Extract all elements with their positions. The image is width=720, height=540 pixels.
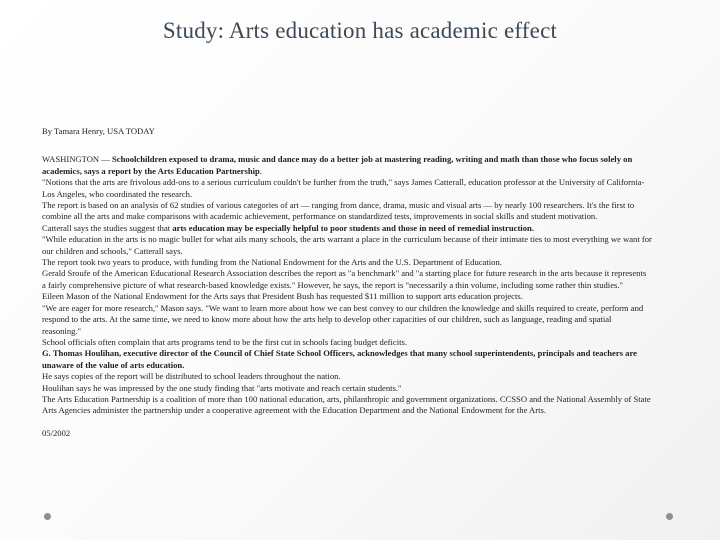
slide-title: Study: Arts education has academic effect xyxy=(162,18,558,43)
decorative-dot-right xyxy=(666,513,673,520)
lead-bold-text: Schoolchildren exposed to drama, music and dance may do a better job at mastering reading, writing and math than those who focus solely on academics, says a report by the Arts Education Partnership xyxy=(42,154,633,176)
paragraph-9: "We are eager for more research," Mason says. "We want to learn more about how we can best convey to our children the knowledge and skills required to create, perform and respond to the arts. At the same time, we need to know more about how the arts help to develop other capacities of our children, such as language, reading and spatial reasoning." xyxy=(42,302,644,336)
spacer xyxy=(42,417,652,428)
article-date: 05/2002 xyxy=(42,427,71,438)
paragraph-7: Gerald Sroufe of the American Educational Research Association describes the report as "a benchmark" and "a starting place for future research in the arts because it represents a fairly comprehensive picture of what research-based knowledge exists." However, he says, the report is "necessarily a thin volume, including some rather thin studies." xyxy=(42,268,647,290)
paragraph-3: The report is based on an analysis of 62 studies of various categories of art — ranging from dance, drama, music and visual arts — by nearly 100 researchers. It's the first to combine all the arts and make comparisons with academic achievement, performance on standardized tests, improvements in social skills and student motivation. xyxy=(42,200,635,222)
dateline: WASHINGTON — xyxy=(42,154,113,165)
paragraph-4-lead: Catterall says the studies suggest that xyxy=(42,222,173,233)
paragraph-11-bold: G. Thomas Houlihan, executive director of the Council of Chief State School Officers, acknowledges that many school superintendents, principals and teachers are unaware of the value of arts education. xyxy=(42,348,637,370)
paragraph-4-bold: arts education may be especially helpful to poor students and those in need of remedial instruction. xyxy=(172,222,534,233)
paragraph-14: The Arts Education Partnership is a coalition of more than 100 national education, arts, philanthropic and government organizations. CCSSO and the National Assembly of State Arts Agencies administer the partnership under a cooperative agreement with the Education Department and the National Endowment for the Arts. xyxy=(42,393,651,416)
article-body xyxy=(42,126,652,439)
paragraph-13: Houlihan says he was impressed by the one study finding that "arts motivate and reach certain students." xyxy=(42,382,402,393)
lead-tail: . xyxy=(259,165,262,176)
paragraph-4 xyxy=(42,223,652,234)
paragraph-8: Eileen Mason of the National Endowment for the Arts says that President Bush has requested $11 million to support arts education projects. xyxy=(42,291,523,302)
paragraph-10: School officials often complain that arts programs tend to be the first cut in schools facing budget deficits. xyxy=(42,336,407,347)
paragraph-2: "Notions that the arts are frivolous add-ons to a serious curriculum couldn't be further from the truth," says James Catterall, education professor at the University of California-Los Angeles, who coordinated the research. xyxy=(42,177,645,199)
paragraph-1 xyxy=(42,154,652,177)
decorative-dot-left xyxy=(44,513,51,520)
paragraph-5: "While education in the arts is no magic bullet for what ails many schools, the arts warrant a place in the curriculum because of their intimate ties to most everything we want for our children and schools," Catterall says. xyxy=(42,234,652,256)
byline: By Tamara Henry, USA TODAY xyxy=(42,126,155,136)
paragraph-12: He says copies of the report will be distributed to school leaders throughout the nation. xyxy=(42,371,341,382)
paragraph-6: The report took two years to produce, with funding from the National Endowment for the Arts and the U.S. Department of Education. xyxy=(42,257,502,268)
paragraph-11 xyxy=(42,348,652,371)
